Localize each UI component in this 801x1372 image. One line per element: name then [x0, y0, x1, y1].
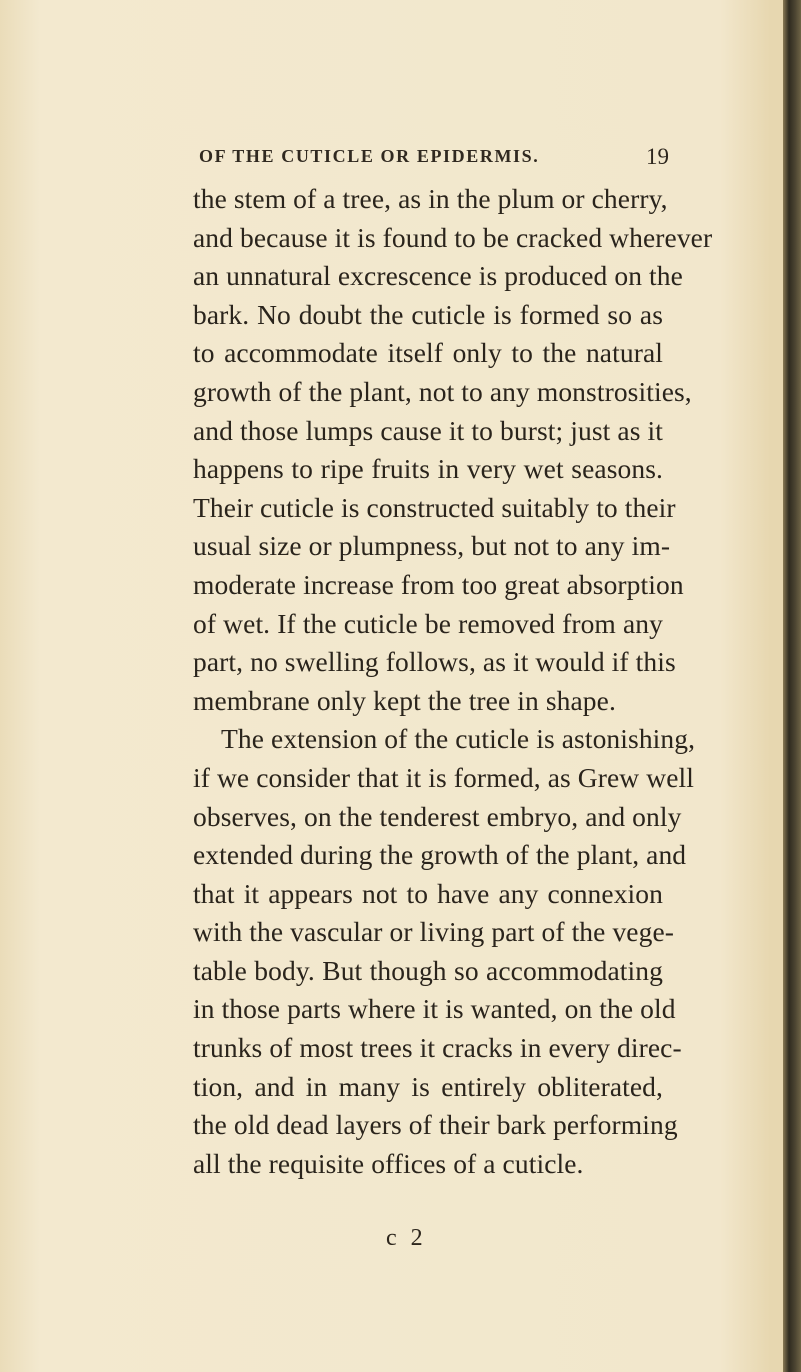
text-line: with the vascular or living part of the vege- — [193, 916, 675, 948]
page-gutter-edge — [783, 0, 801, 1372]
text-line: trunks of most trees it cracks in every direc- — [193, 1032, 682, 1064]
text-line: The extension of the cuticle is astonishing, — [221, 723, 696, 755]
page-number: 19 — [646, 144, 669, 169]
text-line: part, no swelling follows, as it would if this — [193, 646, 676, 678]
text-line: Their cuticle is constructed suitably to their — [193, 491, 676, 523]
text-line: and those lumps cause it to burst; just as it — [193, 414, 663, 446]
text-line: of wet. If the cuticle be removed from any — [193, 607, 663, 639]
text-line: and because it is found to be cracked wherever — [193, 221, 713, 253]
text-line: tion, and in many is entirely obliterated, — [193, 1070, 663, 1102]
text-line: the stem of a tree, as in the plum or cherry, — [193, 183, 668, 214]
text-line: usual size or plumpness, but not to any im- — [193, 530, 671, 562]
text-line: if we consider that it is formed, as Grew well — [193, 761, 694, 793]
text-line: to accommodate itself only to the natural — [193, 337, 663, 369]
text-line: table body. But though so accommodating — [193, 954, 663, 986]
text-line: all the requisite offices of a cuticle. — [193, 1147, 584, 1179]
text-line: observes, on the tenderest embryo, and only — [193, 800, 682, 832]
text-line: bark. No doubt the cuticle is formed so as — [193, 298, 663, 330]
signature-mark: c 2 — [386, 1225, 427, 1251]
text-line: in those parts where it is wanted, on the old — [193, 993, 676, 1025]
text-line: happens to ripe fruits in very wet seasons. — [193, 453, 663, 485]
text-line: membrane only kept the tree in shape. — [193, 684, 616, 716]
running-head: OF THE CUTICLE OR EPIDERMIS. — [199, 146, 540, 166]
text-line: extended during the growth of the plant, and — [193, 839, 687, 871]
text-line: an unnatural excrescence is produced on the — [193, 260, 683, 292]
text-line: moderate increase from too great absorption — [193, 568, 684, 600]
page-header — [199, 146, 669, 176]
text-line: growth of the plant, not to any monstrosities, — [193, 375, 692, 407]
text-line: the old dead layers of their bark performing — [193, 1109, 678, 1141]
text-line: that it appears not to have any connexion — [193, 877, 663, 909]
body-text — [193, 180, 713, 1183]
